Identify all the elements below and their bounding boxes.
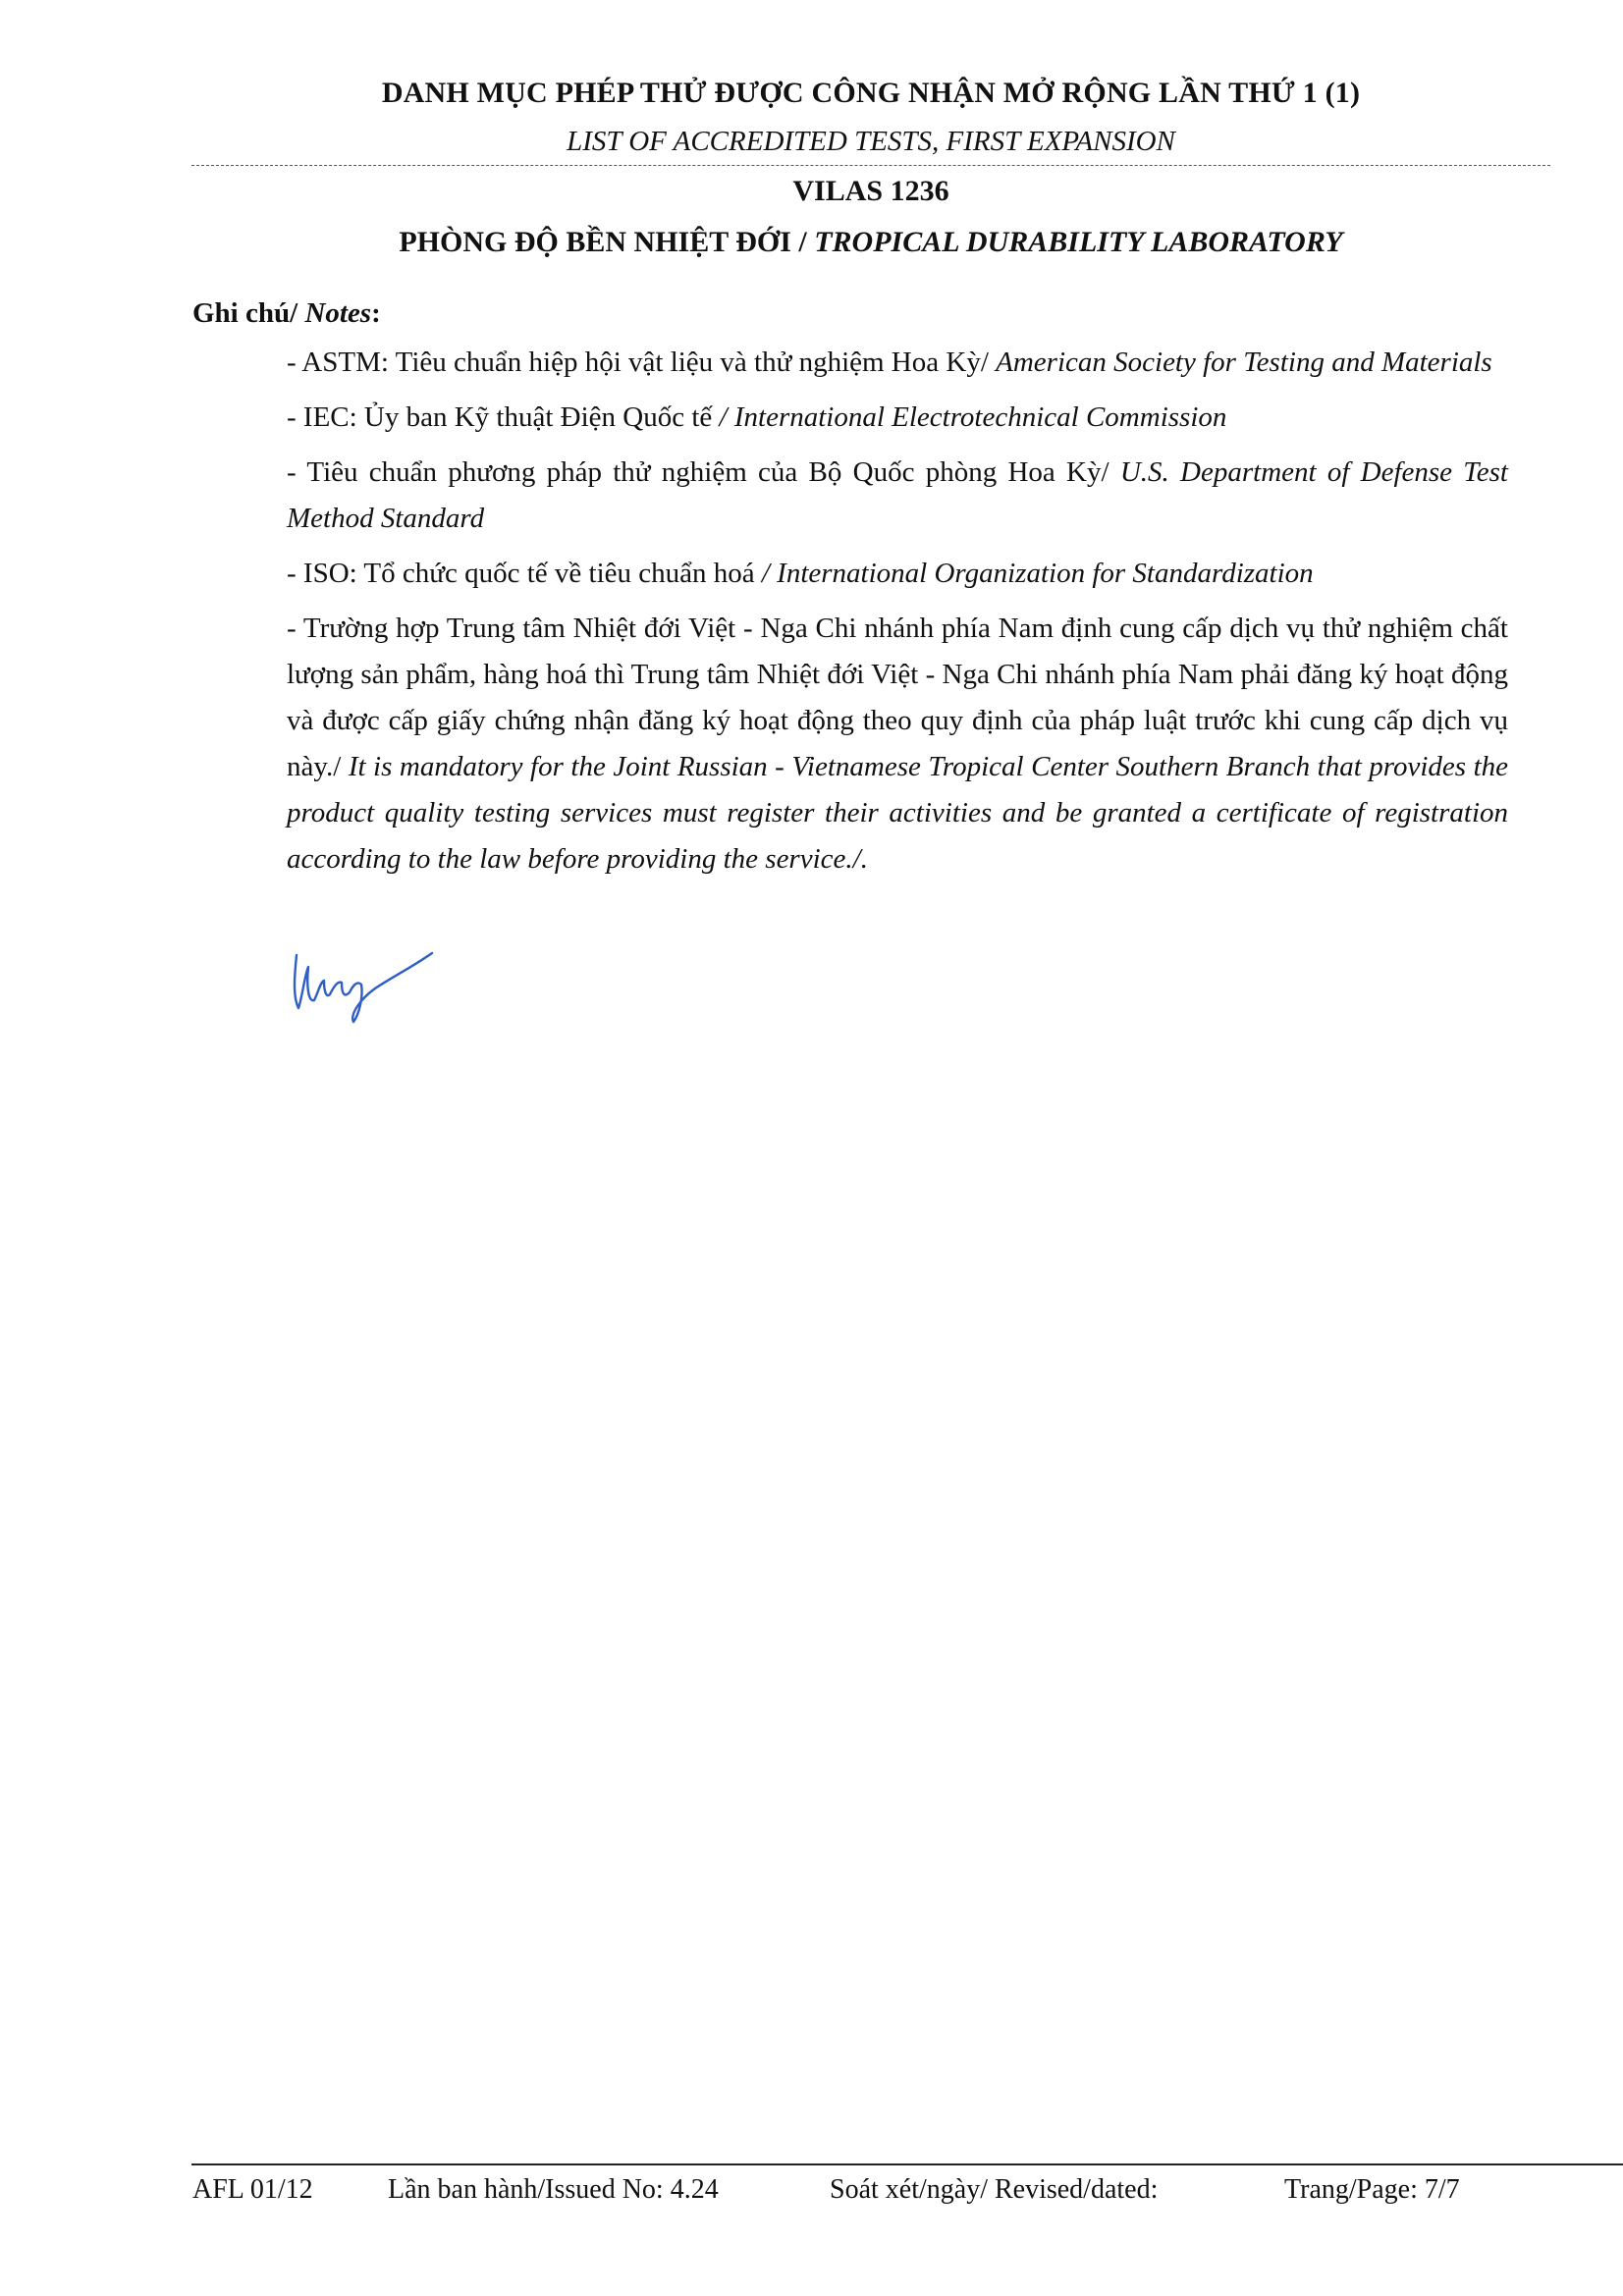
- note-item-astm: [287, 340, 1508, 386]
- notes-heading-en: Notes: [304, 297, 372, 329]
- notes-heading-vi: Ghi chú/: [192, 297, 305, 329]
- footer-revised-date: Soát xét/ngày/ Revised/dated:: [830, 2174, 1159, 2205]
- document-subtitle: LIST OF ACCREDITED TESTS, FIRST EXPANSION: [567, 126, 1175, 157]
- footer-form-code: AFL 01/12: [192, 2174, 313, 2205]
- laboratory-name-en: TROPICAL DURABILITY LABORATORY: [814, 226, 1343, 258]
- note-item-iso: [287, 551, 1508, 597]
- header-divider: [191, 165, 1550, 166]
- note-text-en: It is mandatory for the Joint Russian - Vietnamese Tropical Center Southern Branch that provides the product quality testing services must register their activities and be granted a certificate of registration according to the law before providing the service./.: [287, 751, 1508, 875]
- note-text-vi: - IEC: Ủy ban Kỹ thuật Điện Quốc tế: [287, 401, 720, 433]
- note-text-vi: - ISO: Tổ chức quốc tế về tiêu chuẩn hoá: [287, 558, 762, 589]
- note-text-en: / International Electrotechnical Commission: [719, 401, 1227, 433]
- laboratory-name: [191, 226, 1550, 259]
- note-text-vi: - Tiêu chuẩn phương pháp thử nghiệm của Bộ Quốc phòng Hoa Kỳ/: [287, 456, 1120, 488]
- note-text-en: American Society for Testing and Materials: [996, 347, 1492, 378]
- notes-list: [287, 340, 1508, 891]
- note-text-en: U.S. Department of Defense Test Method Standard: [287, 456, 1508, 534]
- note-item-dod: [287, 450, 1508, 542]
- document-title: DANH MỤC PHÉP THỬ ĐƯỢC CÔNG NHẬN MỞ RỘNG LẦN THỨ 1 (1): [381, 77, 1361, 109]
- laboratory-name-vi: PHÒNG ĐỘ BỀN NHIỆT ĐỚI /: [399, 226, 815, 258]
- notes-heading: [192, 297, 381, 330]
- vilas-number: VILAS 1236: [792, 175, 949, 207]
- note-item-iec: [287, 395, 1508, 441]
- signature-icon: [285, 937, 442, 1026]
- note-item-registration: [287, 606, 1508, 882]
- footer-divider: [191, 2163, 1623, 2165]
- footer-issued-number: Lần ban hành/Issued No: 4.24: [388, 2174, 719, 2205]
- note-text-en: / International Organization for Standardization: [761, 558, 1314, 589]
- notes-heading-colon: :: [371, 297, 381, 329]
- note-text-vi: - Trường hợp Trung tâm Nhiệt đới Việt - Nga Chi nhánh phía Nam định cung cấp dịch vụ thử nghiệm chất lượng sản phẩm, hàng hoá thì Trung tâm Nhiệt đới Việt - Nga Chi nhánh phía Nam phải đăng ký hoạt động và được cấp giấy chứng nhận đăng ký hoạt động theo quy định của pháp luật trước khi cung cấp dịch vụ này./: [287, 613, 1508, 782]
- note-text-vi: - ASTM: Tiêu chuẩn hiệp hội vật liệu và thử nghiệm Hoa Kỳ/: [287, 347, 997, 378]
- footer-page-number: Trang/Page: 7/7: [1284, 2174, 1460, 2205]
